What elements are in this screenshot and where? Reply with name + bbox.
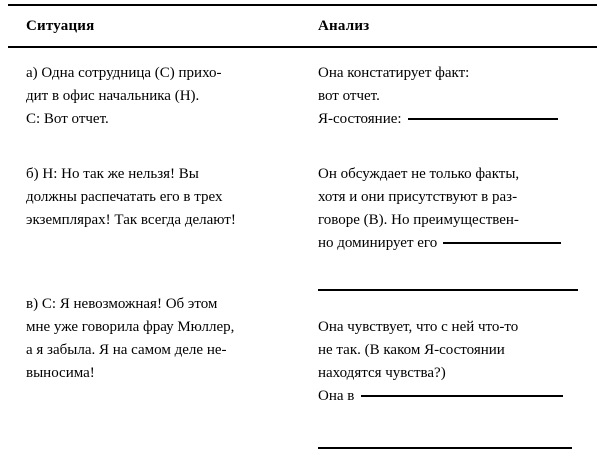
text-line: Он обсуждает не только факты, bbox=[318, 166, 520, 182]
column-header-analysis: Анализ bbox=[318, 18, 370, 34]
fill-in-label: но доминирует его bbox=[318, 235, 438, 251]
text-line: в) С: Я невозможная! Об этом bbox=[26, 296, 218, 312]
table-cell-situation-c bbox=[26, 293, 294, 385]
fill-in-line-b bbox=[318, 232, 590, 255]
table-header-rule bbox=[8, 46, 597, 48]
text-line: не так. (В каком Я-состоянии bbox=[318, 342, 505, 358]
text-line: дит в офис начальника (Н). bbox=[26, 88, 200, 104]
fill-in-blank[interactable] bbox=[443, 242, 561, 244]
text-line: вот отчет. bbox=[318, 88, 380, 104]
fill-in-line-a bbox=[318, 108, 590, 131]
text-line: экземплярах! Так всегда делают! bbox=[26, 212, 236, 228]
text-line: С: Вот отчет. bbox=[26, 111, 109, 127]
table-cell-situation-b bbox=[26, 163, 294, 232]
text-line: мне уже говорила фрау Мюллер, bbox=[26, 319, 235, 335]
answer-rule-continuation-b[interactable] bbox=[318, 289, 578, 291]
fill-in-line-c bbox=[318, 385, 590, 408]
text-line: выносима! bbox=[26, 365, 95, 381]
fill-in-label: Я-состояние: bbox=[318, 111, 402, 127]
text-line: а я забыла. Я на самом деле не- bbox=[26, 342, 227, 358]
text-line: б) Н: Но так же нельзя! Вы bbox=[26, 166, 199, 182]
text-line: Она чувствует, что с ней что-то bbox=[318, 319, 519, 335]
table-cell-analysis-a bbox=[318, 62, 590, 131]
text-line: должны распечатать его в трех bbox=[26, 189, 223, 205]
fill-in-blank[interactable] bbox=[408, 118, 558, 120]
table-top-rule bbox=[8, 4, 597, 6]
text-line: а) Одна сотрудница (С) прихо- bbox=[26, 65, 222, 81]
table-cell-analysis-b bbox=[318, 163, 590, 255]
fill-in-blank[interactable] bbox=[361, 395, 563, 397]
table-cell-analysis-c bbox=[318, 316, 590, 408]
text-line: Она констатирует факт: bbox=[318, 65, 470, 81]
column-header-situation: Ситуация bbox=[26, 18, 95, 34]
text-line: хотя и они присутствуют в раз- bbox=[318, 189, 518, 205]
table-cell-situation-a bbox=[26, 62, 294, 131]
answer-rule-continuation-c[interactable] bbox=[318, 447, 572, 449]
fill-in-label: Она в bbox=[318, 388, 355, 404]
text-line: говоре (В). Но преимуществен- bbox=[318, 212, 519, 228]
text-line: находятся чувства?) bbox=[318, 365, 446, 381]
